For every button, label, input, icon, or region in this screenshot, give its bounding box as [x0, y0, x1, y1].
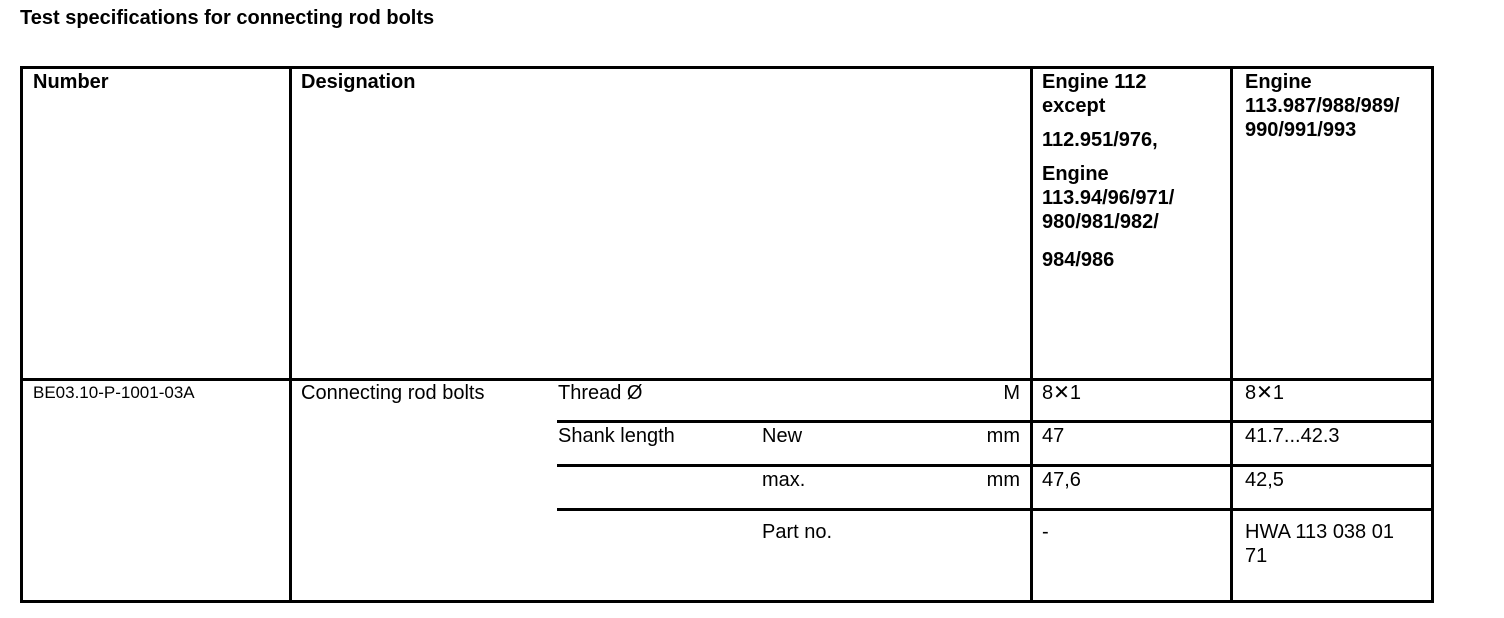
- shank-new-engine-a: 47: [1042, 425, 1065, 447]
- page-title: Test specifications for connecting rod bolts: [20, 7, 435, 29]
- shank-length-label: Shank length: [558, 425, 675, 447]
- header-engine-a-line: except: [1042, 95, 1106, 117]
- header-engine-a-line: 980/981/982/: [1042, 211, 1159, 233]
- shank-new-engine-b: 41.7...42.3: [1245, 425, 1340, 447]
- shank-max-label: max.: [762, 469, 806, 491]
- col-divider-number: [289, 69, 292, 600]
- header-engine-b-line: 990/991/993: [1245, 119, 1357, 141]
- part-no-engine-b-line: HWA 113 038 01: [1245, 521, 1394, 543]
- shank-new-unit: mm: [986, 425, 1020, 447]
- row-divider-shank-new: [557, 464, 1431, 467]
- part-no-label: Part no.: [762, 521, 833, 543]
- thread-unit: M: [1003, 382, 1020, 404]
- row-divider-shank-max: [557, 508, 1431, 511]
- shank-max-unit: mm: [986, 469, 1020, 491]
- header-engine-a-line: 113.94/96/971/: [1042, 187, 1175, 209]
- header-engine-a-line: Engine 112: [1042, 71, 1147, 93]
- row-divider-thread: [557, 420, 1431, 423]
- header-designation: Designation: [301, 71, 416, 93]
- thread-engine-a: 8✕1: [1042, 382, 1082, 404]
- header-engine-b-line: Engine: [1245, 71, 1312, 93]
- part-no-engine-b-line: 71: [1245, 545, 1268, 567]
- thread-engine-b: 8✕1: [1245, 382, 1285, 404]
- col-divider-engine: [1230, 69, 1233, 600]
- col-divider-designation: [1030, 69, 1033, 600]
- shank-max-engine-b: 42,5: [1245, 469, 1284, 491]
- header-engine-a-line: 984/986: [1042, 249, 1115, 271]
- doc-number: BE03.10-P-1001-03A: [33, 383, 195, 402]
- header-engine-a-line: Engine: [1042, 163, 1109, 185]
- header-divider: [23, 378, 1431, 381]
- header-number: Number: [33, 71, 109, 93]
- header-engine-b-line: 113.987/988/989/: [1245, 95, 1400, 117]
- part-no-engine-b: [1245, 520, 1394, 568]
- header-engine-a-line: 112.951/976,: [1042, 129, 1158, 151]
- thread-label: Thread Ø: [558, 382, 643, 404]
- header-engine-a: [1042, 70, 1222, 272]
- shank-max-engine-a: 47,6: [1042, 469, 1081, 491]
- part-no-engine-a: -: [1042, 521, 1049, 543]
- header-engine-b: [1245, 70, 1430, 142]
- designation-value: Connecting rod bolts: [301, 382, 485, 404]
- shank-new-label: New: [762, 425, 803, 447]
- spec-table: [20, 66, 1434, 603]
